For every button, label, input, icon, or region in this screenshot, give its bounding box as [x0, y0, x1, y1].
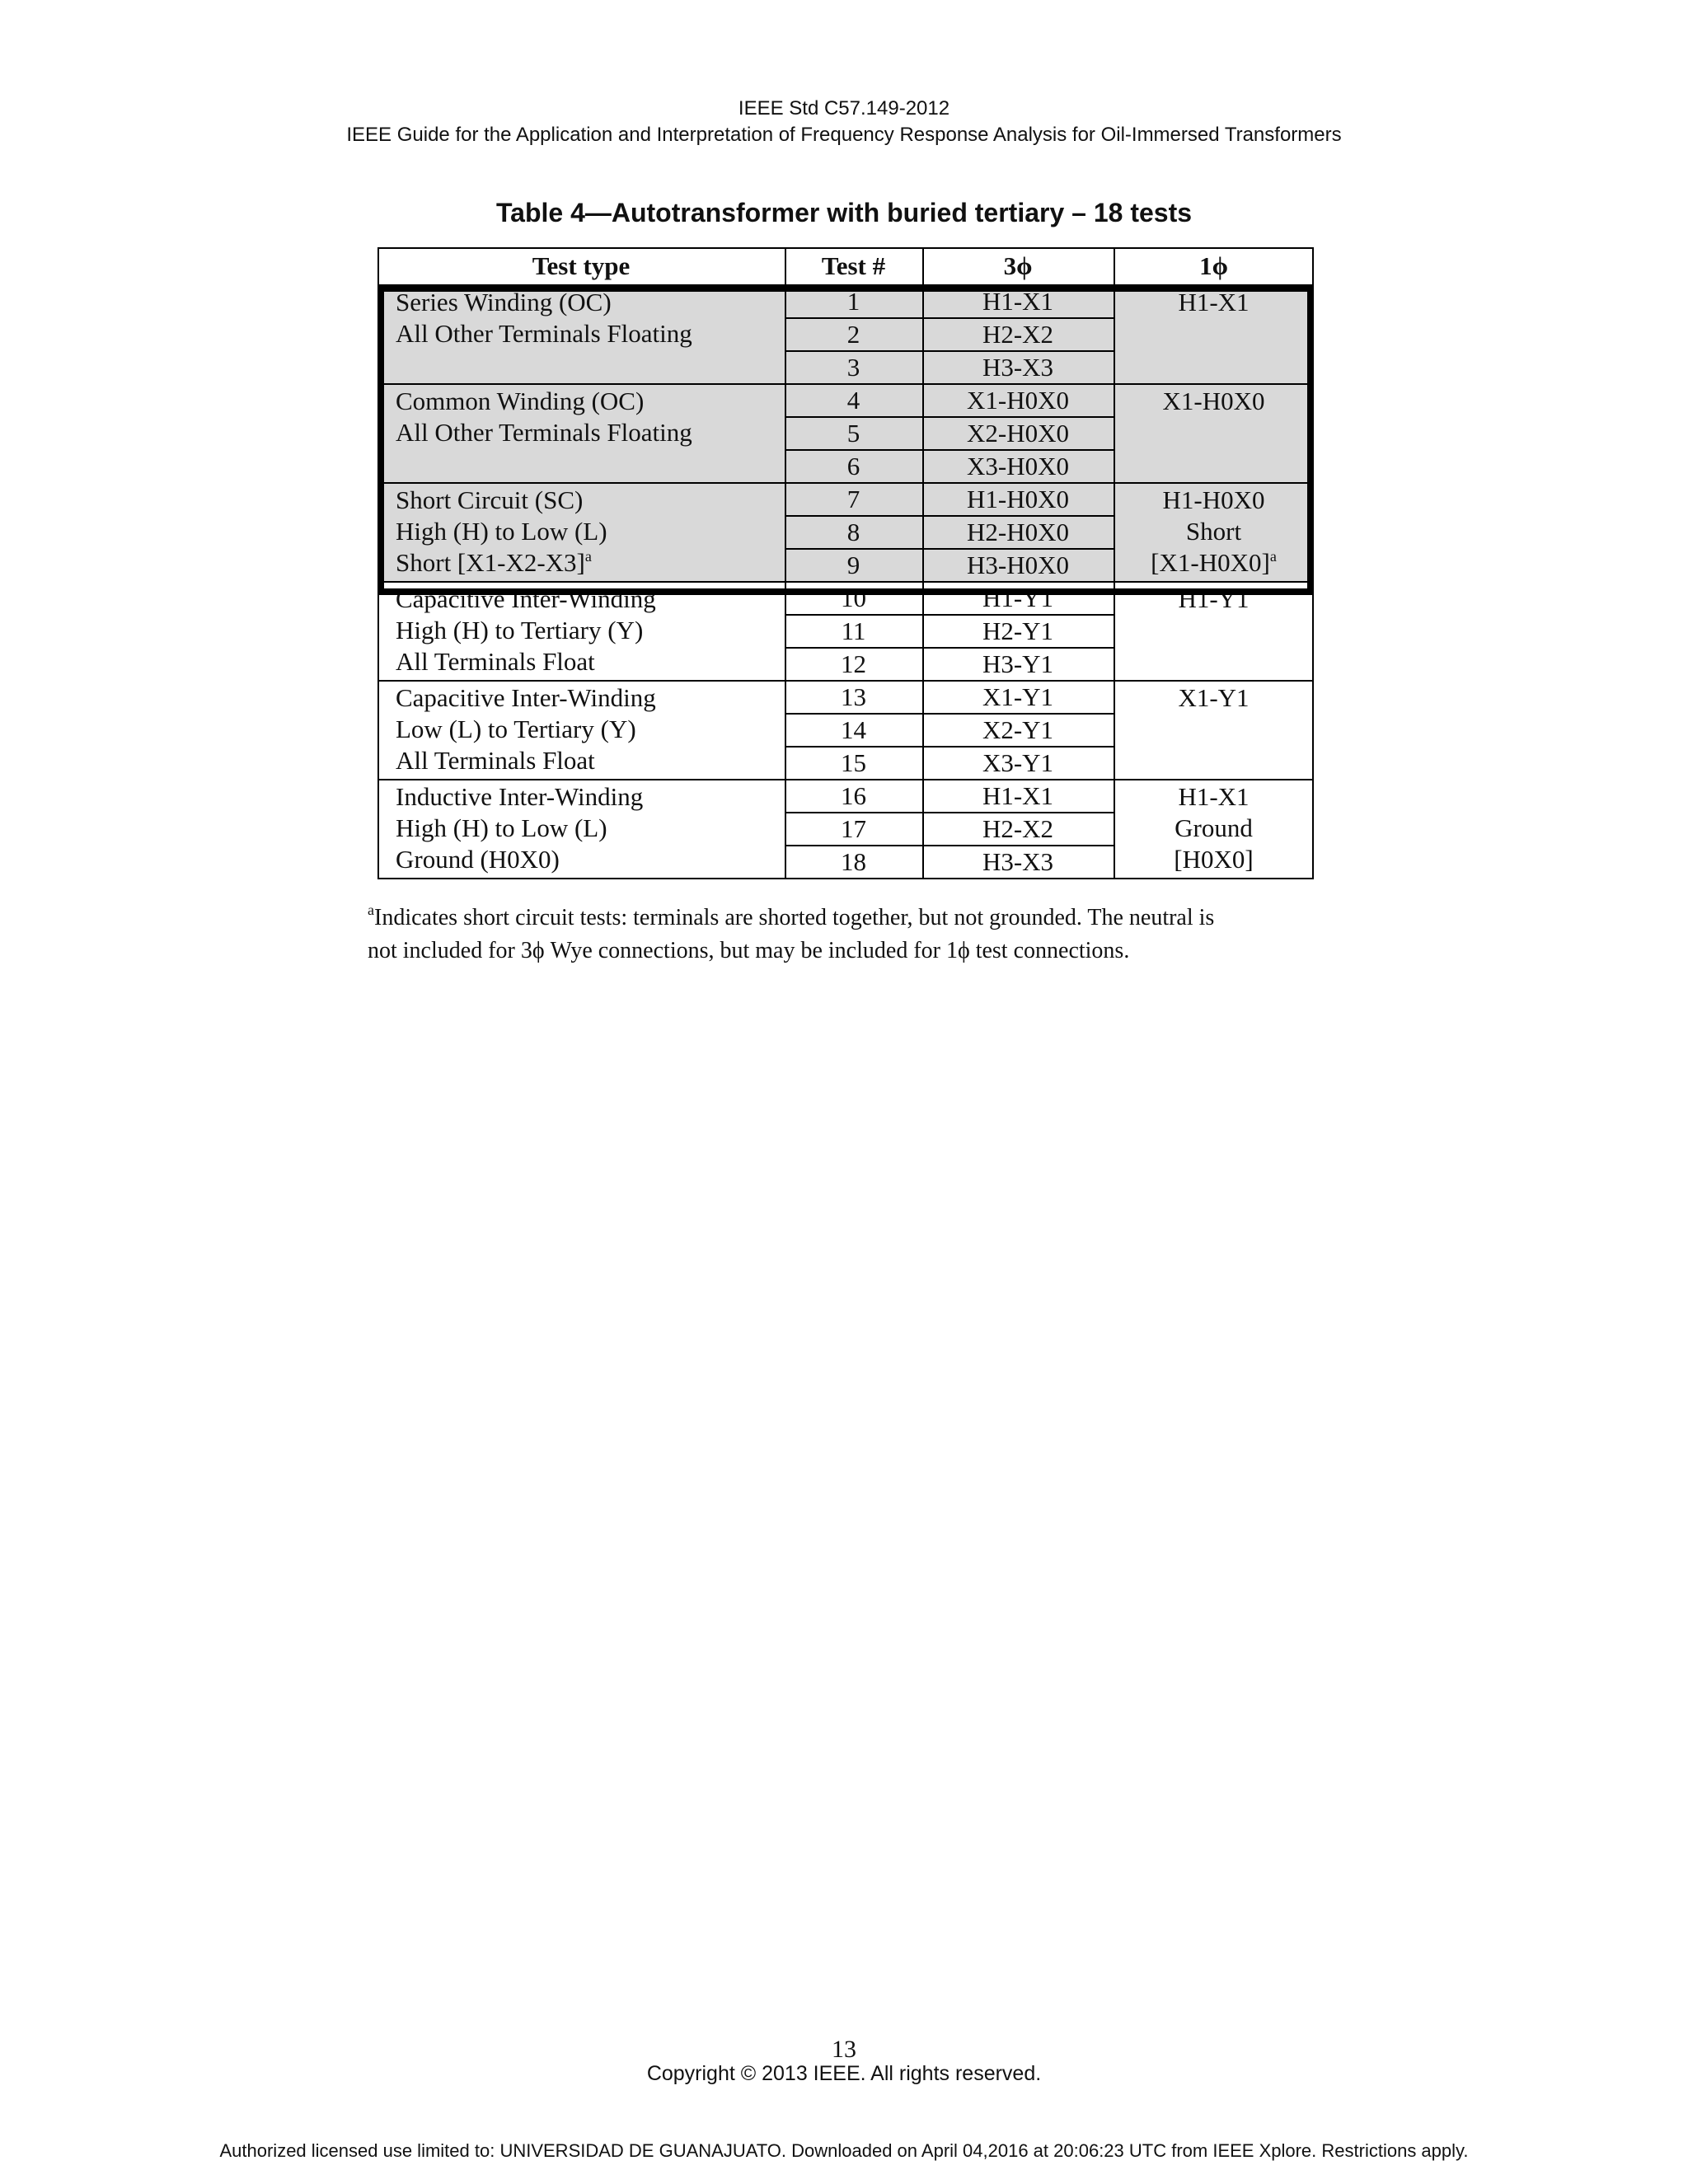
test-type-text: Common Winding (OC)	[396, 387, 645, 415]
row-separator	[785, 746, 1114, 748]
test-type-line	[396, 615, 785, 646]
test-type-text: Capacitive Inter-Winding	[396, 584, 656, 613]
test-number-cell: 3	[846, 353, 860, 382]
group-separator	[377, 383, 1314, 385]
three-phase-connection-cell: X3-H0X0	[967, 452, 1069, 480]
test-type-line	[396, 547, 785, 579]
row-separator	[785, 317, 1114, 319]
test-number-cell: 7	[846, 485, 860, 513]
test-table	[377, 247, 1314, 895]
test-type-text: All Terminals Float	[396, 746, 595, 775]
test-type-text: Series Winding (OC)	[396, 288, 612, 316]
test-type-text: Short Circuit (SC)	[396, 485, 584, 514]
test-type-cell	[377, 485, 785, 583]
test-number-cell: 6	[846, 452, 860, 480]
three-phase-connection-cell: X3-Y1	[982, 748, 1054, 777]
test-type-text: Ground (H0X0)	[396, 845, 560, 874]
test-type-line	[396, 287, 785, 318]
single-phase-text: H1-X1	[1178, 782, 1250, 811]
test-type-line	[396, 682, 785, 714]
single-phase-line	[1114, 287, 1314, 318]
test-number-cell: 9	[846, 551, 860, 579]
test-type-cell	[377, 386, 785, 485]
test-number-cell: 17	[841, 814, 866, 843]
three-phase-connection-cell: X1-H0X0	[967, 386, 1069, 415]
single-phase-text: H1-X1	[1178, 288, 1250, 316]
header-guide-title: IEEE Guide for the Application and Interpretation of Frequency Response Analysis for Oil-Immersed Transformers	[346, 124, 1342, 146]
test-type-text: All Other Terminals Floating	[396, 319, 692, 348]
test-type-cell	[377, 781, 785, 880]
test-type-text: Capacitive Inter-Winding	[396, 683, 656, 712]
three-phase-connection-cell: H2-Y1	[982, 616, 1054, 645]
single-phase-line	[1114, 386, 1314, 417]
single-phase-line	[1114, 516, 1314, 547]
three-phase-connection-cell: H2-H0X0	[967, 518, 1069, 546]
single-phase-line	[1114, 583, 1314, 615]
column-line-2	[922, 247, 924, 879]
group-separator	[377, 779, 1314, 780]
test-number-cell: 5	[846, 419, 860, 448]
row-separator	[785, 812, 1114, 813]
test-number-cell: 15	[841, 748, 866, 777]
test-type-text: High (H) to Low (L)	[396, 517, 607, 546]
header-standard-number: IEEE Std C57.149-2012	[738, 97, 950, 120]
three-phase-connection-cell: H2-X2	[982, 814, 1054, 843]
column-header-0: Test type	[532, 251, 631, 280]
group-separator	[377, 482, 1314, 484]
single-phase-text: H1-H0X0	[1162, 485, 1265, 514]
single-phase-line	[1114, 547, 1314, 579]
three-phase-connection-cell: X2-Y1	[982, 715, 1054, 744]
column-header-2: 3ϕ	[1003, 251, 1033, 280]
row-separator	[785, 614, 1114, 616]
column-line-1	[785, 247, 786, 879]
test-number-cell: 4	[846, 386, 860, 415]
single-phase-text: [H0X0]	[1174, 845, 1254, 874]
row-separator	[785, 548, 1114, 550]
group-separator	[377, 878, 1314, 879]
footnote-line-1: Indicates short circuit tests: terminals are shorted together, but not grounded. The neutral is	[374, 905, 1215, 930]
test-type-text: Low (L) to Tertiary (Y)	[396, 715, 636, 743]
row-separator	[785, 416, 1114, 418]
footnote-ref: a	[584, 548, 592, 565]
test-type-text: Inductive Inter-Winding	[396, 782, 644, 811]
test-type-line	[396, 714, 785, 745]
single-phase-connection-cell	[1114, 287, 1314, 386]
test-type-line	[396, 516, 785, 547]
single-phase-line	[1114, 813, 1314, 844]
copyright-notice: Copyright © 2013 IEEE. All rights reserved.	[646, 2062, 1042, 2085]
test-type-cell	[377, 682, 785, 781]
three-phase-connection-cell: H3-X3	[982, 847, 1054, 876]
row-separator	[785, 515, 1114, 517]
test-type-line	[396, 318, 785, 349]
single-phase-line	[1114, 485, 1314, 516]
test-type-line	[396, 583, 785, 615]
single-phase-connection-cell	[1114, 682, 1314, 781]
three-phase-connection-cell: H1-Y1	[982, 583, 1054, 612]
single-phase-line	[1114, 844, 1314, 875]
test-number-cell: 2	[846, 320, 860, 349]
test-type-line	[396, 386, 785, 417]
column-header-1: Test #	[821, 251, 886, 280]
test-number-cell: 8	[846, 518, 860, 546]
test-type-line	[396, 781, 785, 813]
single-phase-text: Short	[1185, 517, 1242, 546]
three-phase-connection-cell: X2-H0X0	[967, 419, 1069, 448]
single-phase-text: X1-Y1	[1178, 683, 1250, 712]
test-type-text: All Terminals Float	[396, 647, 595, 676]
row-separator	[785, 449, 1114, 451]
three-phase-connection-cell: H1-H0X0	[967, 485, 1069, 513]
test-number-cell: 11	[841, 616, 866, 645]
test-type-cell	[377, 287, 785, 386]
row-separator	[785, 350, 1114, 352]
page-number: 13	[832, 2036, 856, 2063]
test-type-line	[396, 745, 785, 776]
single-phase-text: H1-Y1	[1178, 584, 1250, 613]
test-number-cell: 16	[841, 781, 866, 810]
column-header-3: 1ϕ	[1199, 251, 1228, 280]
test-type-text: High (H) to Tertiary (Y)	[396, 616, 644, 644]
single-phase-connection-cell	[1114, 386, 1314, 485]
test-number-cell: 12	[841, 649, 866, 678]
three-phase-connection-cell: H3-Y1	[982, 649, 1054, 678]
single-phase-line	[1114, 781, 1314, 813]
three-phase-connection-cell: H3-X3	[982, 353, 1054, 382]
footnote-marker: a	[368, 902, 374, 918]
three-phase-connection-cell: H1-X1	[982, 781, 1054, 810]
test-type-line	[396, 813, 785, 844]
row-separator	[785, 713, 1114, 715]
test-type-line	[396, 485, 785, 516]
column-line-3	[1114, 247, 1115, 879]
test-type-line	[396, 844, 785, 875]
test-type-line	[396, 646, 785, 677]
single-phase-connection-cell	[1114, 485, 1314, 583]
single-phase-connection-cell	[1114, 583, 1314, 682]
group-separator	[377, 581, 1314, 583]
row-separator	[785, 845, 1114, 846]
single-phase-text: X1-H0X0	[1162, 387, 1265, 415]
three-phase-connection-cell: H3-H0X0	[967, 551, 1069, 579]
column-line-0	[377, 247, 379, 879]
single-phase-text: [X1-H0X0]	[1151, 548, 1270, 577]
test-number-cell: 13	[841, 682, 866, 711]
test-type-cell	[377, 583, 785, 682]
test-type-text: All Other Terminals Floating	[396, 418, 692, 447]
test-type-text: Short [X1-X2-X3]	[396, 548, 585, 577]
header-separator	[377, 284, 1314, 286]
test-type-text: High (H) to Low (L)	[396, 813, 607, 842]
three-phase-connection-cell: X1-Y1	[982, 682, 1054, 711]
three-phase-connection-cell: H1-X1	[982, 287, 1054, 316]
single-phase-line	[1114, 682, 1314, 714]
license-notice: Authorized licensed use limited to: UNIVERSIDAD DE GUANAJUATO. Downloaded on April 04,2016 at 20:06:23 UTC from IEEE Xplore. Restrictions apply.	[219, 2140, 1469, 2161]
column-line-4	[1312, 247, 1314, 879]
single-phase-connection-cell	[1114, 781, 1314, 880]
group-separator	[377, 680, 1314, 682]
test-number-cell: 14	[841, 715, 866, 744]
test-number-cell: 1	[846, 287, 860, 316]
three-phase-connection-cell: H2-X2	[982, 320, 1054, 349]
table-border-top	[377, 247, 1314, 249]
test-number-cell: 10	[841, 583, 866, 612]
test-type-line	[396, 417, 785, 448]
test-number-cell: 18	[841, 847, 866, 876]
row-separator	[785, 647, 1114, 649]
footnote-ref: a	[1269, 548, 1277, 565]
single-phase-text: Ground	[1175, 813, 1253, 842]
footnote-line-2: not included for 3ϕ Wye connections, but may be included for 1ϕ test connections.	[368, 938, 1130, 963]
table-title: Table 4—Autotransformer with buried tertiary – 18 tests	[495, 198, 1193, 227]
table-footnote	[368, 902, 1324, 968]
